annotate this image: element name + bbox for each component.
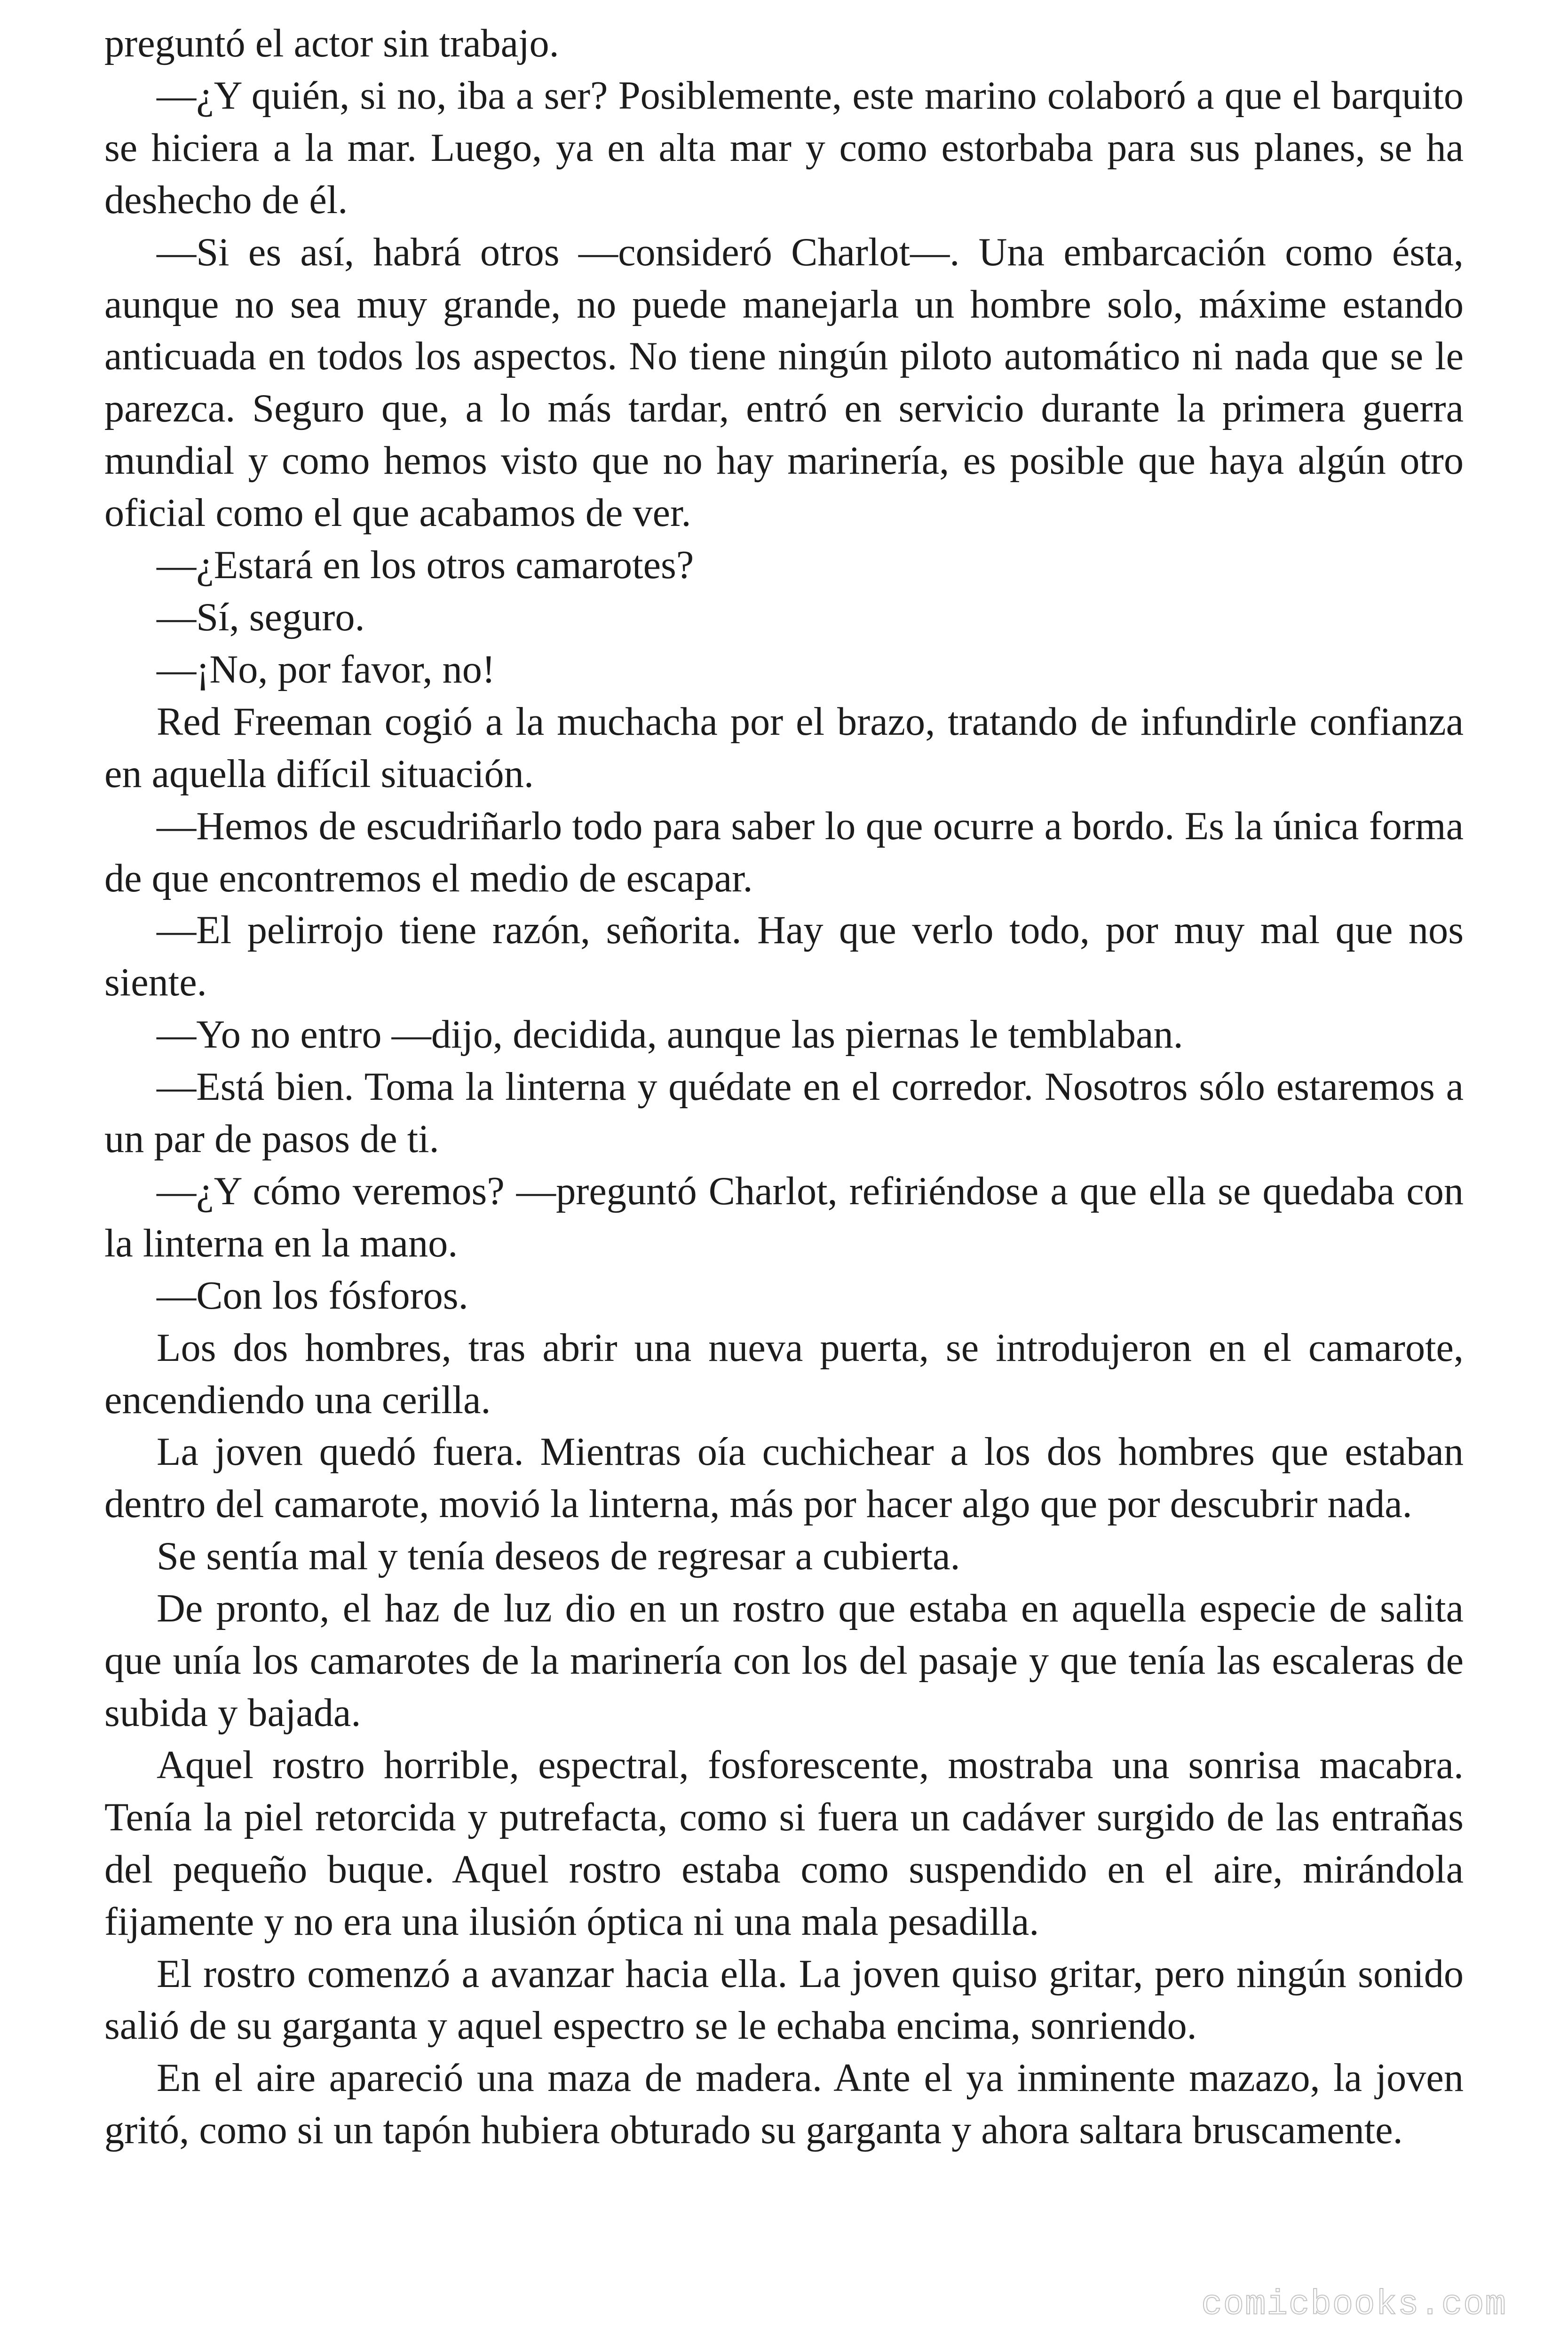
paragraph: —¿Estará en los otros camarotes?	[157, 543, 694, 588]
paragraph: —¡No, por favor, no!	[157, 647, 495, 691]
paragraph: Se sentía mal y tenía deseos de regresar a cubierta.	[157, 1534, 960, 1579]
paragraph: Los dos hombres, tras abrir una nueva puerta, se introdujeron en el camarote, encendiendo una cerilla.	[104, 1326, 1464, 1422]
paragraph: La joven quedó fuera. Mientras oía cuchichear a los dos hombres que estaban dentro del camarote, movió la linterna, más por hacer algo que por descubrir nada.	[104, 1430, 1464, 1526]
paragraph: —El pelirrojo tiene razón, señorita. Hay que verlo todo, por muy mal que nos siente.	[104, 908, 1464, 1005]
paragraph: De pronto, el haz de luz dio en un rostro que estaba en aquella especie de salita que unía los camarotes de la marinería con los del pasaje y que tenía las escaleras de subida y bajada.	[104, 1587, 1464, 1735]
paragraph: —Sí, seguro.	[157, 595, 365, 639]
paragraph: —Hemos de escudriñarlo todo para saber lo que ocurre a bordo. Es la única forma de que encontremos el medio de escapar.	[104, 804, 1464, 900]
paragraph: —Está bien. Toma la linterna y quédate en el corredor. Nosotros sólo estaremos a un par de pasos de ti.	[104, 1065, 1464, 1161]
paragraph: —¿Y quién, si no, iba a ser? Posiblemente, este marino colaboró a que el barquito se hiciera a la mar. Luego, ya en alta mar y como estorbaba para sus planes, se ha deshecho de él.	[104, 73, 1464, 222]
book-page-text	[104, 18, 1464, 2157]
paragraph: —Si es así, habrá otros —consideró Charlot—. Una embarcación como ésta, aunque no sea muy grande, no puede manejarla un hombre solo, máxime estando anticuada en todos los aspectos. No tiene ningún piloto automático ni nada que se le parezca. Seguro que, a lo más tardar, entró en servicio durante la primera guerra mundial y como hemos visto que no hay marinería, es posible que haya algún otro oficial como el que acabamos de ver.	[104, 230, 1464, 535]
paragraph: —¿Y cómo veremos? —preguntó Charlot, refiriéndose a que ella se quedaba con la linterna en la mano.	[104, 1169, 1464, 1265]
watermark: comicbooks.com	[1201, 2285, 1507, 2325]
paragraph: —Con los fósforos.	[157, 1273, 468, 1318]
paragraph: Red Freeman cogió a la muchacha por el brazo, tratando de infundirle confianza en aquella difícil situación.	[104, 699, 1464, 796]
paragraph: Aquel rostro horrible, espectral, fosforescente, mostraba una sonrisa macabra. Tenía la piel retorcida y putrefacta, como si fuera un cadáver surgido de las entrañas del pequeño buque. Aquel rostro estaba como suspendido en el aire, mirándola fijamente y no era una ilusión óptica ni una mala pesadilla.	[104, 1743, 1464, 1944]
paragraph: preguntó el actor sin trabajo.	[104, 22, 559, 65]
paragraph: —Yo no entro —dijo, decidida, aunque las piernas le temblaban.	[157, 1013, 1183, 1057]
paragraph: En el aire apareció una maza de madera. Ante el ya inminente mazazo, la joven gritó, como si un tapón hubiera obturado su garganta y ahora saltara bruscamente.	[104, 2056, 1464, 2153]
paragraph: El rostro comenzó a avanzar hacia ella. La joven quiso gritar, pero ningún sonido salió de su garganta y aquel espectro se le echaba encima, sonriendo.	[104, 1952, 1464, 2048]
